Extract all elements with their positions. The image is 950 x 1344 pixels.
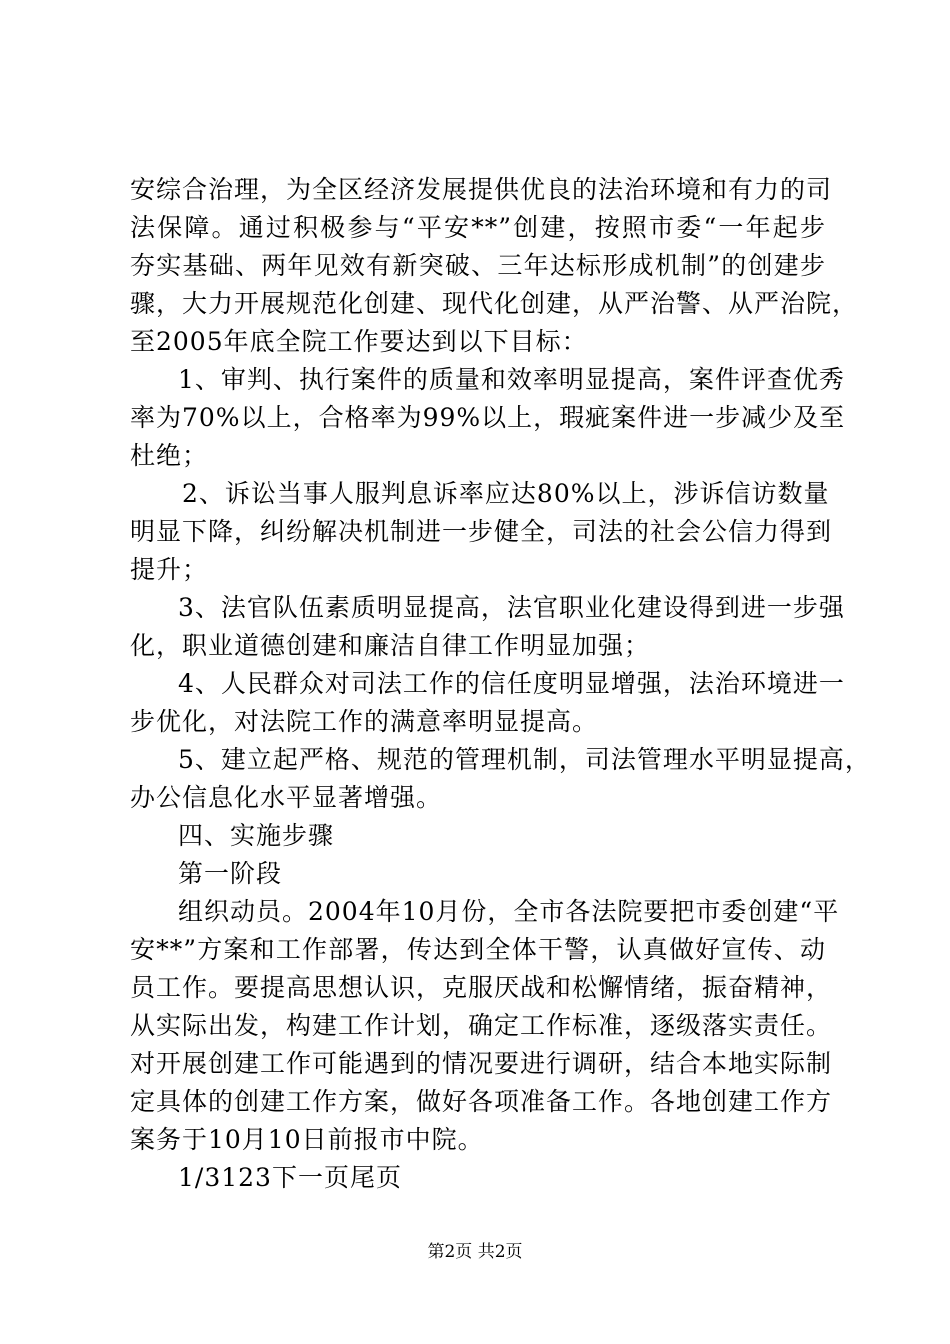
text-line: 从实际出发，构建工作计划，确定工作标准，逐级落实责任。 <box>130 1011 833 1040</box>
text-line: 1/3123下一页尾页 <box>178 1163 402 1192</box>
text-line: 至2005年底全院工作要达到以下目标： <box>130 327 588 356</box>
text-line: 2、诉讼当事人服判息诉率应达80%以上，涉诉信访数量 <box>182 479 830 508</box>
text-line: 办公信息化水平显著增强。 <box>130 783 443 812</box>
text-line: 第一阶段 <box>178 859 283 888</box>
text-line: 1、审判、执行案件的质量和效率明显提高，案件评查优秀 <box>178 365 845 394</box>
text-line: 提升； <box>130 555 209 584</box>
text-line: 率为70%以上，合格率为99%以上，瑕疵案件进一步减少及至 <box>130 403 846 432</box>
text-line: 3、法官队伍素质明显提高，法官职业化建设得到进一步强 <box>178 593 845 622</box>
text-line: 化，职业道德创建和廉洁自律工作明显加强； <box>130 631 651 660</box>
page-footer: 第2页 共2页 <box>427 1242 523 1262</box>
text-line: 5、建立起严格、规范的管理机制，司法管理水平明显提高， <box>178 745 871 774</box>
text-line: 员工作。要提高思想认识，克服厌战和松懈情绪，振奋精神， <box>130 973 833 1002</box>
document-body <box>130 171 871 1197</box>
text-line: 明显下降，纠纷解决机制进一步健全，司法的社会公信力得到 <box>130 517 833 546</box>
text-line: 组织动员。2004年10月份，全市各法院要把市委创建“平 <box>178 897 840 926</box>
text-line: 对开展创建工作可能遇到的情况要进行调研，结合本地实际制 <box>130 1049 833 1078</box>
text-line: 四、实施步骤 <box>178 821 335 850</box>
text-line: 步优化，对法院工作的满意率明显提高。 <box>130 707 599 736</box>
text-line: 4、人民群众对司法工作的信任度明显增强，法治环境进一 <box>178 669 845 698</box>
text-line: 案务于10月10日前报市中院。 <box>130 1125 484 1154</box>
text-line: 法保障。通过积极参与“平安**”创建，按照市委“一年起步 <box>130 213 826 242</box>
text-line: 骤，大力开展规范化创建、现代化创建，从严治警、从严治院， <box>130 289 859 318</box>
text-line: 定具体的创建工作方案，做好各项准备工作。各地创建工作方 <box>130 1087 833 1116</box>
text-line: 安综合治理，为全区经济发展提供优良的法治环境和有力的司 <box>130 175 833 204</box>
text-line: 杜绝； <box>130 441 209 470</box>
text-line: 夯实基础、两年见效有新突破、三年达标形成机制”的创建步 <box>130 251 826 280</box>
text-line: 安**”方案和工作部署，传达到全体干警，认真做好宣传、动 <box>130 935 826 964</box>
